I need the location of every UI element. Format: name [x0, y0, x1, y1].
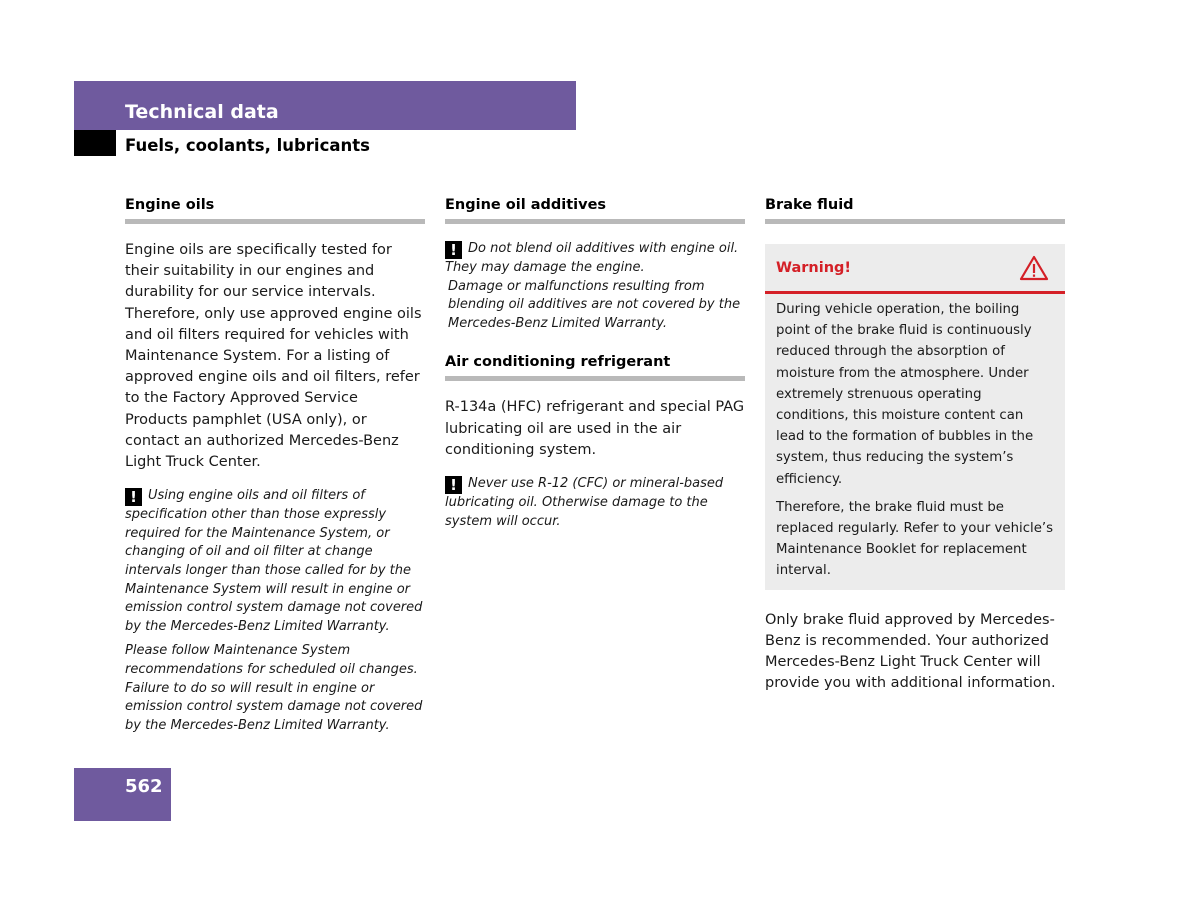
exclamation-icon: ! [445, 241, 462, 259]
additives-note-text: Do not blend oil additives with engine oil. They may damage the engine. [445, 241, 739, 275]
engine-oils-body: Engine oils are specifically tested for their suitability in our engines and durability for our service intervals. Therefore, only use approved engine oils and oil filters required for vehicles with Maintenance System. For a listing of approved engine oils and oil filters, refer to the Factory Approved Service Products pamphlet (USA only), or contact an authorized Mercedes-Benz Light Truck Center. [125, 242, 422, 471]
warning-header [765, 244, 1065, 294]
warning-body [765, 294, 1065, 590]
page-title: Technical data [125, 101, 279, 123]
column-brake-fluid [765, 196, 1065, 694]
warning-label: Warning! [776, 260, 852, 276]
refrigerant-body: R-134a (HFC) refrigerant and special PAG lubricating oil are used in the air conditioning system. [445, 399, 745, 458]
column-additives [445, 196, 745, 531]
engine-oils-note-text: Using engine oils and oil filters of specification other than those expressly required for the Maintenance System, or changing of oil and oil filter at change intervals longer than those called for by the Maintenance System will result in engine or emission control system damage not covered by the Mercedes-Benz Limited Warranty. [125, 488, 423, 634]
section-heading-brake-fluid: Brake fluid [765, 196, 1065, 224]
refrigerant-note [445, 475, 745, 531]
page-number: 562 [125, 776, 163, 797]
brake-fluid-body: Only brake fluid approved by Mercedes-Benz is recommended. Your authorized Mercedes-Benz Light Truck Center will provide you with additional information. [765, 611, 1056, 692]
page-subtitle: Fuels, coolants, lubricants [125, 136, 370, 155]
exclamation-icon: ! [125, 488, 142, 506]
column-engine-oils [125, 196, 425, 735]
refrigerant-note-text: Never use R-12 (CFC) or mineral-based lubricating oil. Otherwise damage to the system will occur. [445, 475, 724, 529]
warning-text-2: Therefore, the brake fluid must be replaced regularly. Refer to your vehicle’s Maintenance Booklet for replacement interval. [776, 499, 1054, 579]
exclamation-icon: ! [445, 476, 462, 494]
warning-box [765, 244, 1065, 590]
additives-note-2: Damage or malfunctions resulting from blending oil additives are not covered by the Mercedes-Benz Limited Warranty. [448, 278, 741, 331]
engine-oils-note-2: Please follow Maintenance System recommendations for scheduled oil changes. Failure to do so will result in engine or emission control system damage not covered by the Mercedes-Benz Limited Warranty. [125, 643, 423, 733]
section-heading-engine-oils: Engine oils [125, 196, 425, 224]
section-heading-refrigerant: Air conditioning refrigerant [445, 353, 745, 381]
warning-triangle-icon [1019, 255, 1049, 281]
engine-oils-note [125, 487, 425, 636]
section-marker [74, 130, 116, 156]
additives-note [445, 240, 745, 278]
section-heading-oil-additives: Engine oil additives [445, 196, 745, 224]
warning-text-1: During vehicle operation, the boiling point of the brake fluid is continuously reduced through the absorption of moisture from the atmosphere. Under extremely strenuous operating conditions, this moisture content can lead to the formation of bubbles in the system, thus reducing the system’s efficiency. [776, 302, 1034, 487]
